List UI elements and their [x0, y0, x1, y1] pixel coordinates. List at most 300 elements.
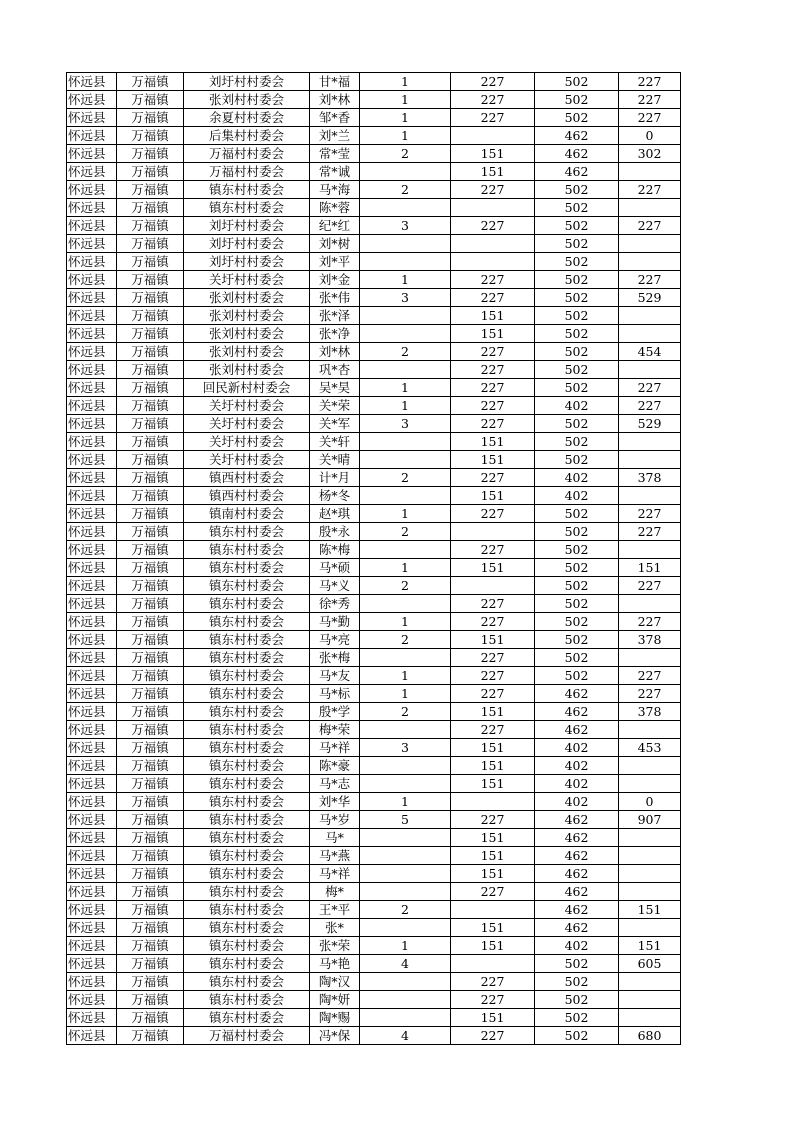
cell-name: 刘*兰	[310, 127, 360, 145]
cell-amount_a: 151	[451, 163, 535, 181]
cell-name: 殷*永	[310, 523, 360, 541]
cell-county: 怀远县	[67, 235, 117, 253]
table-row	[67, 1009, 681, 1027]
cell-town: 万福镇	[117, 721, 184, 739]
cell-county: 怀远县	[67, 361, 117, 379]
cell-village: 后集村村委会	[184, 127, 310, 145]
cell-town: 万福镇	[117, 217, 184, 235]
table-row	[67, 577, 681, 595]
cell-name: 张*	[310, 919, 360, 937]
cell-total	[619, 829, 681, 847]
cell-county: 怀远县	[67, 91, 117, 109]
cell-village: 镇东村村委会	[184, 595, 310, 613]
cell-town: 万福镇	[117, 73, 184, 91]
cell-amount_b: 502	[535, 325, 619, 343]
cell-village: 镇西村村委会	[184, 487, 310, 505]
cell-amount_b: 502	[535, 541, 619, 559]
cell-county: 怀远县	[67, 505, 117, 523]
cell-amount_a	[451, 577, 535, 595]
cell-count: 1	[360, 685, 451, 703]
table-row	[67, 667, 681, 685]
cell-amount_b: 402	[535, 397, 619, 415]
cell-village: 镇东村村委会	[184, 865, 310, 883]
cell-village: 刘圩村村委会	[184, 235, 310, 253]
cell-village: 镇东村村委会	[184, 847, 310, 865]
cell-county: 怀远县	[67, 307, 117, 325]
cell-name: 殷*学	[310, 703, 360, 721]
table-row	[67, 775, 681, 793]
cell-total	[619, 865, 681, 883]
table-row	[67, 793, 681, 811]
cell-amount_a: 227	[451, 469, 535, 487]
cell-county: 怀远县	[67, 343, 117, 361]
cell-amount_b: 402	[535, 487, 619, 505]
cell-count: 2	[360, 343, 451, 361]
cell-total: 378	[619, 631, 681, 649]
cell-count	[360, 307, 451, 325]
cell-village: 镇东村村委会	[184, 937, 310, 955]
cell-count: 1	[360, 271, 451, 289]
cell-village: 镇东村村委会	[184, 973, 310, 991]
cell-amount_a: 227	[451, 109, 535, 127]
cell-count	[360, 451, 451, 469]
cell-amount_a: 151	[451, 451, 535, 469]
cell-village: 镇东村村委会	[184, 811, 310, 829]
table-row	[67, 1027, 681, 1045]
cell-village: 回民新村村委会	[184, 379, 310, 397]
cell-amount_b: 502	[535, 1009, 619, 1027]
cell-count: 4	[360, 1027, 451, 1045]
table-row	[67, 991, 681, 1009]
cell-name: 邹*香	[310, 109, 360, 127]
cell-village: 镇东村村委会	[184, 667, 310, 685]
cell-county: 怀远县	[67, 685, 117, 703]
cell-amount_b: 502	[535, 235, 619, 253]
cell-amount_a: 151	[451, 775, 535, 793]
table-row	[67, 739, 681, 757]
table-row	[67, 937, 681, 955]
cell-town: 万福镇	[117, 163, 184, 181]
cell-count: 4	[360, 955, 451, 973]
cell-amount_b: 502	[535, 523, 619, 541]
cell-name: 马*硕	[310, 559, 360, 577]
cell-county: 怀远县	[67, 955, 117, 973]
cell-amount_a: 227	[451, 397, 535, 415]
cell-town: 万福镇	[117, 685, 184, 703]
cell-count: 2	[360, 703, 451, 721]
cell-total	[619, 433, 681, 451]
cell-total	[619, 595, 681, 613]
cell-village: 张刘村村委会	[184, 343, 310, 361]
cell-count: 1	[360, 559, 451, 577]
cell-count: 1	[360, 937, 451, 955]
cell-count: 2	[360, 145, 451, 163]
cell-total	[619, 541, 681, 559]
cell-amount_b: 462	[535, 721, 619, 739]
cell-village: 关圩村村委会	[184, 271, 310, 289]
cell-county: 怀远县	[67, 829, 117, 847]
cell-count	[360, 253, 451, 271]
data-table	[66, 72, 681, 1045]
cell-total	[619, 325, 681, 343]
cell-total: 227	[619, 613, 681, 631]
table-body	[67, 73, 681, 1045]
cell-total: 454	[619, 343, 681, 361]
cell-name: 常*诚	[310, 163, 360, 181]
cell-amount_b: 502	[535, 289, 619, 307]
table-row	[67, 973, 681, 991]
cell-county: 怀远县	[67, 271, 117, 289]
cell-name: 关*军	[310, 415, 360, 433]
cell-name: 马*勤	[310, 613, 360, 631]
cell-county: 怀远县	[67, 901, 117, 919]
cell-county: 怀远县	[67, 937, 117, 955]
cell-name: 马*海	[310, 181, 360, 199]
cell-amount_a	[451, 235, 535, 253]
cell-village: 关圩村村委会	[184, 415, 310, 433]
cell-county: 怀远县	[67, 397, 117, 415]
cell-total: 227	[619, 523, 681, 541]
cell-count	[360, 595, 451, 613]
cell-county: 怀远县	[67, 973, 117, 991]
cell-town: 万福镇	[117, 1027, 184, 1045]
cell-amount_b: 502	[535, 379, 619, 397]
cell-village: 镇东村村委会	[184, 739, 310, 757]
cell-amount_b: 502	[535, 109, 619, 127]
cell-amount_a: 151	[451, 757, 535, 775]
table-row	[67, 433, 681, 451]
cell-amount_b: 502	[535, 415, 619, 433]
cell-town: 万福镇	[117, 271, 184, 289]
cell-county: 怀远县	[67, 775, 117, 793]
cell-amount_b: 462	[535, 811, 619, 829]
cell-county: 怀远县	[67, 181, 117, 199]
cell-county: 怀远县	[67, 379, 117, 397]
cell-total	[619, 487, 681, 505]
cell-amount_b: 502	[535, 361, 619, 379]
cell-town: 万福镇	[117, 433, 184, 451]
cell-town: 万福镇	[117, 235, 184, 253]
table-row	[67, 649, 681, 667]
cell-total: 227	[619, 505, 681, 523]
cell-amount_b: 402	[535, 757, 619, 775]
cell-county: 怀远县	[67, 613, 117, 631]
cell-total: 227	[619, 109, 681, 127]
cell-total: 0	[619, 127, 681, 145]
cell-count	[360, 883, 451, 901]
cell-amount_b: 502	[535, 217, 619, 235]
cell-town: 万福镇	[117, 127, 184, 145]
cell-amount_a: 227	[451, 217, 535, 235]
cell-county: 怀远县	[67, 1009, 117, 1027]
cell-county: 怀远县	[67, 793, 117, 811]
cell-town: 万福镇	[117, 307, 184, 325]
cell-total	[619, 757, 681, 775]
cell-name: 关*荣	[310, 397, 360, 415]
cell-total: 680	[619, 1027, 681, 1045]
cell-village: 镇东村村委会	[184, 703, 310, 721]
table-row	[67, 73, 681, 91]
cell-village: 万福村村委会	[184, 145, 310, 163]
cell-count	[360, 649, 451, 667]
cell-amount_b: 402	[535, 775, 619, 793]
cell-amount_a: 151	[451, 307, 535, 325]
cell-village: 镇东村村委会	[184, 541, 310, 559]
cell-name: 张*泽	[310, 307, 360, 325]
cell-amount_a: 227	[451, 613, 535, 631]
cell-county: 怀远县	[67, 739, 117, 757]
cell-total	[619, 235, 681, 253]
cell-name: 马*	[310, 829, 360, 847]
cell-county: 怀远县	[67, 721, 117, 739]
cell-name: 巩*杏	[310, 361, 360, 379]
cell-count	[360, 721, 451, 739]
cell-total: 227	[619, 685, 681, 703]
table-row	[67, 631, 681, 649]
table-row	[67, 955, 681, 973]
cell-amount_b: 502	[535, 973, 619, 991]
cell-total	[619, 973, 681, 991]
cell-amount_a: 227	[451, 91, 535, 109]
cell-village: 镇东村村委会	[184, 577, 310, 595]
cell-amount_a: 227	[451, 415, 535, 433]
cell-amount_b: 462	[535, 901, 619, 919]
cell-town: 万福镇	[117, 325, 184, 343]
table-row	[67, 397, 681, 415]
cell-county: 怀远县	[67, 163, 117, 181]
table-row	[67, 181, 681, 199]
cell-total	[619, 883, 681, 901]
cell-total: 605	[619, 955, 681, 973]
table-row	[67, 145, 681, 163]
cell-village: 张刘村村委会	[184, 361, 310, 379]
cell-village: 万福村村委会	[184, 163, 310, 181]
cell-amount_a: 151	[451, 487, 535, 505]
cell-amount_a: 227	[451, 271, 535, 289]
cell-amount_a	[451, 127, 535, 145]
cell-total: 227	[619, 91, 681, 109]
cell-amount_a	[451, 199, 535, 217]
cell-amount_a: 227	[451, 73, 535, 91]
cell-town: 万福镇	[117, 577, 184, 595]
cell-count: 2	[360, 469, 451, 487]
cell-village: 镇东村村委会	[184, 919, 310, 937]
cell-amount_a: 227	[451, 1027, 535, 1045]
cell-total: 151	[619, 901, 681, 919]
cell-village: 关圩村村委会	[184, 451, 310, 469]
cell-amount_b: 462	[535, 163, 619, 181]
cell-village: 镇东村村委会	[184, 901, 310, 919]
cell-name: 马*燕	[310, 847, 360, 865]
cell-count: 3	[360, 415, 451, 433]
cell-count: 2	[360, 181, 451, 199]
cell-village: 镇东村村委会	[184, 829, 310, 847]
cell-total	[619, 1009, 681, 1027]
cell-count	[360, 919, 451, 937]
cell-town: 万福镇	[117, 775, 184, 793]
cell-name: 徐*秀	[310, 595, 360, 613]
cell-town: 万福镇	[117, 523, 184, 541]
cell-amount_a: 151	[451, 739, 535, 757]
cell-amount_a: 227	[451, 649, 535, 667]
table-row	[67, 541, 681, 559]
cell-total	[619, 307, 681, 325]
cell-county: 怀远县	[67, 919, 117, 937]
cell-count: 2	[360, 577, 451, 595]
cell-county: 怀远县	[67, 631, 117, 649]
cell-town: 万福镇	[117, 829, 184, 847]
cell-amount_a	[451, 523, 535, 541]
cell-town: 万福镇	[117, 793, 184, 811]
table-row	[67, 307, 681, 325]
cell-total: 227	[619, 271, 681, 289]
cell-name: 梅*荣	[310, 721, 360, 739]
cell-name: 张*荣	[310, 937, 360, 955]
cell-total: 227	[619, 379, 681, 397]
cell-amount_b: 462	[535, 145, 619, 163]
cell-county: 怀远县	[67, 109, 117, 127]
cell-name: 常*莹	[310, 145, 360, 163]
cell-village: 镇东村村委会	[184, 757, 310, 775]
cell-name: 梅*	[310, 883, 360, 901]
cell-county: 怀远县	[67, 559, 117, 577]
cell-total	[619, 847, 681, 865]
table-row	[67, 163, 681, 181]
cell-village: 关圩村村委会	[184, 433, 310, 451]
cell-village: 张刘村村委会	[184, 289, 310, 307]
cell-total: 227	[619, 397, 681, 415]
cell-name: 陈*蓉	[310, 199, 360, 217]
cell-total: 227	[619, 73, 681, 91]
table-row	[67, 865, 681, 883]
cell-county: 怀远县	[67, 577, 117, 595]
cell-village: 余夏村村委会	[184, 109, 310, 127]
cell-amount_a: 227	[451, 343, 535, 361]
cell-county: 怀远县	[67, 757, 117, 775]
cell-county: 怀远县	[67, 289, 117, 307]
table-row	[67, 109, 681, 127]
cell-count: 1	[360, 505, 451, 523]
cell-town: 万福镇	[117, 559, 184, 577]
cell-total	[619, 253, 681, 271]
table-row	[67, 91, 681, 109]
cell-count	[360, 829, 451, 847]
cell-total	[619, 649, 681, 667]
cell-county: 怀远县	[67, 127, 117, 145]
cell-village: 张刘村村委会	[184, 325, 310, 343]
cell-town: 万福镇	[117, 991, 184, 1009]
cell-town: 万福镇	[117, 541, 184, 559]
cell-town: 万福镇	[117, 811, 184, 829]
cell-count	[360, 865, 451, 883]
cell-count: 3	[360, 289, 451, 307]
cell-name: 甘*福	[310, 73, 360, 91]
cell-county: 怀远县	[67, 487, 117, 505]
cell-count: 2	[360, 631, 451, 649]
cell-county: 怀远县	[67, 451, 117, 469]
cell-amount_b: 502	[535, 631, 619, 649]
table-row	[67, 595, 681, 613]
cell-town: 万福镇	[117, 289, 184, 307]
table-row	[67, 811, 681, 829]
cell-amount_b: 502	[535, 91, 619, 109]
cell-name: 杨*冬	[310, 487, 360, 505]
cell-count	[360, 991, 451, 1009]
cell-name: 马*岁	[310, 811, 360, 829]
cell-count: 1	[360, 73, 451, 91]
cell-amount_a: 151	[451, 325, 535, 343]
cell-name: 纪*红	[310, 217, 360, 235]
cell-village: 镇东村村委会	[184, 793, 310, 811]
cell-name: 陈*梅	[310, 541, 360, 559]
cell-amount_a: 227	[451, 883, 535, 901]
cell-count: 3	[360, 217, 451, 235]
cell-village: 关圩村村委会	[184, 397, 310, 415]
cell-county: 怀远县	[67, 649, 117, 667]
cell-town: 万福镇	[117, 739, 184, 757]
cell-total: 227	[619, 577, 681, 595]
cell-town: 万福镇	[117, 883, 184, 901]
cell-village: 镇东村村委会	[184, 955, 310, 973]
cell-amount_a: 227	[451, 379, 535, 397]
cell-county: 怀远县	[67, 199, 117, 217]
table-row	[67, 847, 681, 865]
cell-town: 万福镇	[117, 865, 184, 883]
cell-name: 陶*汉	[310, 973, 360, 991]
cell-town: 万福镇	[117, 703, 184, 721]
cell-village: 刘圩村村委会	[184, 253, 310, 271]
cell-name: 刘*树	[310, 235, 360, 253]
table-row	[67, 361, 681, 379]
table-row	[67, 685, 681, 703]
cell-count: 1	[360, 613, 451, 631]
cell-amount_b: 462	[535, 847, 619, 865]
cell-village: 镇东村村委会	[184, 199, 310, 217]
cell-town: 万福镇	[117, 91, 184, 109]
cell-name: 陶*赐	[310, 1009, 360, 1027]
cell-town: 万福镇	[117, 361, 184, 379]
cell-village: 万福村村委会	[184, 1027, 310, 1045]
cell-county: 怀远县	[67, 433, 117, 451]
table-row	[67, 721, 681, 739]
cell-village: 镇东村村委会	[184, 559, 310, 577]
cell-county: 怀远县	[67, 847, 117, 865]
table-row	[67, 559, 681, 577]
cell-total: 529	[619, 289, 681, 307]
cell-amount_a: 151	[451, 559, 535, 577]
cell-total: 151	[619, 937, 681, 955]
cell-name: 马*祥	[310, 865, 360, 883]
cell-village: 镇东村村委会	[184, 649, 310, 667]
cell-name: 关*轩	[310, 433, 360, 451]
cell-amount_a: 227	[451, 181, 535, 199]
cell-count	[360, 487, 451, 505]
cell-county: 怀远县	[67, 541, 117, 559]
cell-amount_a: 151	[451, 865, 535, 883]
cell-count	[360, 847, 451, 865]
cell-town: 万福镇	[117, 199, 184, 217]
cell-village: 刘圩村村委会	[184, 73, 310, 91]
cell-amount_a: 151	[451, 937, 535, 955]
cell-name: 马*志	[310, 775, 360, 793]
cell-town: 万福镇	[117, 847, 184, 865]
cell-town: 万福镇	[117, 937, 184, 955]
table-row	[67, 487, 681, 505]
cell-total: 453	[619, 739, 681, 757]
cell-count: 1	[360, 109, 451, 127]
cell-amount_a: 227	[451, 595, 535, 613]
cell-amount_b: 502	[535, 1027, 619, 1045]
